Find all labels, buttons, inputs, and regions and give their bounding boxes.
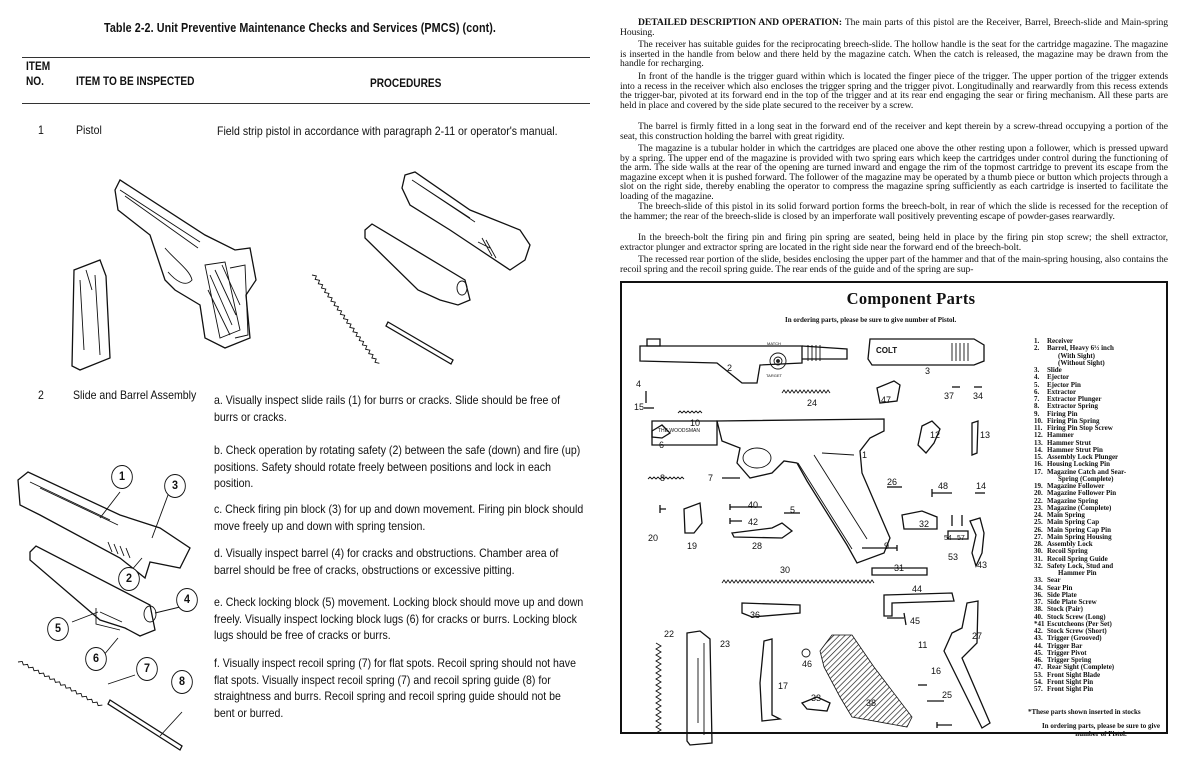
magazine-drawing (72, 260, 110, 370)
part-name: Main Spring (1047, 511, 1085, 519)
part-number: 44. (1034, 641, 1043, 650)
diagram-label-13: 13 (980, 430, 991, 440)
diagram-label-12: 12 (930, 430, 941, 440)
diagram-label-9: 9 (884, 541, 890, 551)
part-30-recoil-spring (722, 580, 874, 583)
part-number: 2. (1034, 344, 1040, 353)
part-name: Magazine Follower (1047, 482, 1105, 490)
callout-6: 6 (85, 647, 107, 671)
part-name: Rear Sight (Complete) (1047, 663, 1115, 672)
part-name: Stock Screw (Long) (1047, 612, 1106, 621)
callout-7: 7 (136, 657, 158, 681)
diagram-label-8: 8 (660, 473, 666, 483)
diagram-label-25: 25 (942, 690, 953, 700)
part-name: Trigger (Grooved) (1047, 634, 1102, 643)
parts-list-item (1034, 563, 1170, 570)
part-name: Firing Pin (1047, 409, 1078, 418)
part-number: 54. (1034, 677, 1043, 686)
part-number: 3. (1034, 366, 1040, 374)
part-name: Hammer (1047, 431, 1074, 440)
part-name: Side Plate Screw (1047, 598, 1097, 606)
part-22-magazine-spring (656, 643, 661, 733)
part-17-magazine-catch (760, 639, 780, 721)
header-rule-top (22, 57, 590, 58)
part-38-stock (820, 635, 912, 727)
diagram-label-3: 3 (925, 366, 931, 376)
callout-4: 4 (176, 588, 198, 612)
diagram-label-23: 23 (720, 639, 731, 649)
header-procedures: PROCEDURES (370, 78, 442, 90)
part-name: Magazine (Complete) (1047, 503, 1112, 512)
part-number: 10. (1034, 416, 1043, 425)
part-name: Main Spring Housing (1047, 532, 1112, 541)
diagram-label-34: 34 (973, 391, 984, 401)
part-name: Ejector Pin (1047, 380, 1081, 389)
header-item-to-inspect: ITEM TO BE INSPECTED (76, 76, 195, 88)
diagram-label-32: 32 (919, 519, 930, 529)
field-stripped-pistol-illustration (0, 130, 600, 380)
slide-stamp-colt: COLT (876, 346, 898, 355)
part-name: Front Sight Pin (1047, 677, 1094, 686)
part-number: 53. (1034, 670, 1043, 679)
part-number: 6. (1034, 387, 1040, 396)
callout-8: 8 (171, 670, 193, 694)
diagram-label-42: 42 (748, 517, 759, 527)
callout-5: 5 (47, 617, 69, 641)
row-2-item: Slide and Barrel Assembly (73, 388, 197, 402)
part-name: Recoil Spring Guide (1047, 554, 1108, 563)
part-44-trigger-bar (884, 593, 954, 616)
part-number: 33. (1034, 576, 1043, 585)
part-number: 5. (1034, 380, 1040, 389)
procedure-a: a. Visually inspect slide rails (1) for burrs or cracks. Slide should be free of burrs or cracks. (214, 393, 561, 424)
diagram-label-53: 53 (948, 552, 959, 562)
procedure-c: c. Check firing pin block (3) for up and down movement. Firing pin block should move freely up and down with spring tension. (214, 502, 584, 533)
header-item-no (26, 60, 50, 90)
part-name-continuation: Hammer Pin (1058, 569, 1097, 577)
part-2-barrel (640, 339, 847, 383)
part-number: 9. (1034, 409, 1040, 418)
paragraph-7: In the breech-bolt the firing pin and firing pin spring are seated, being held in place by the firing pin stop screw; the shell extractor, extractor plunger and extractor spring are located in the right side near the forward end of the breech-bolt. (620, 232, 1168, 253)
diagram-label-27: 27 (972, 631, 983, 641)
parts-list-item (1034, 686, 1170, 693)
part-name-continuation: (With Sight) (1058, 351, 1096, 360)
part-number: 27. (1034, 532, 1043, 541)
procedure-b: b. Check operation by rotating safety (2) between the safe (down) and fire (up) positions. Safety should rotate freely between positions and lock in each position. (214, 443, 581, 490)
diagram-label-2: 2 (727, 363, 733, 373)
diagram-label-48: 48 (938, 481, 949, 491)
part-45-trigger-pivot (887, 613, 906, 625)
diagram-label-57: 57 (957, 535, 965, 542)
part-number: 17. (1034, 467, 1043, 476)
row-1-item: Pistol (76, 123, 102, 137)
part-name: Main Spring Cap Pin (1047, 525, 1111, 534)
diagram-label-46: 46 (802, 659, 813, 669)
table-title: Table 2-2. Unit Preventive Maintenance Checks and Services (PMCS) (cont). (104, 21, 496, 35)
part-name: Stock Screw (Short) (1047, 627, 1107, 635)
part-number: 1. (1034, 337, 1040, 345)
paragraph-1 (620, 18, 1168, 37)
diagram-label-5: 5 (790, 505, 796, 515)
callout-3: 3 (164, 474, 186, 498)
diagram-label-54: 54 (944, 535, 952, 542)
part-name: Housing Locking Pin (1047, 460, 1111, 469)
component-parts-subtitle: In ordering parts, please be sure to give number of Pistol. (785, 316, 957, 324)
paragraph-8: The recessed rear portion of the slide, besides enclosing the upper part of the hammer and that of the main-spring housing, also contains the recoil spring and the recoil spring guide. The rear ends of the guide and of the spring are sup- (620, 254, 1168, 275)
diagram-label-11: 11 (918, 640, 928, 650)
exploded-parts-diagram (622, 283, 1032, 733)
part-name: Extractor Plunger (1047, 395, 1102, 403)
part-13-hammer-strut (972, 421, 978, 455)
diagram-label-40: 40 (748, 500, 759, 510)
part-number: 12. (1034, 431, 1043, 440)
part-name: Assembly Lock (1047, 540, 1093, 548)
diagram-label-10: 10 (690, 418, 701, 428)
barrel-stamp-target: TARGET (766, 373, 782, 378)
pistol-frame-drawing (115, 180, 256, 348)
part-number: 16. (1034, 460, 1043, 469)
paragraph-1-lead: DETAILED DESCRIPTION AND OPERATION: (638, 17, 843, 28)
part-number: 45. (1034, 648, 1043, 657)
ordering-note: In ordering parts, please be sure to give number of Pistol. (1041, 722, 1161, 738)
part-number: 37. (1034, 598, 1043, 606)
part-name: Trigger Spring (1047, 656, 1092, 664)
part-name: Escutcheons (Per Set) (1047, 619, 1112, 628)
part-number: 42. (1034, 627, 1043, 635)
barrel-drawing (365, 224, 470, 305)
diagram-label-37: 37 (944, 391, 955, 401)
diagram-label-45: 45 (910, 616, 921, 626)
part-number: 32. (1034, 561, 1043, 570)
part-number: 25. (1034, 518, 1043, 527)
part-19-magazine-follower (684, 503, 702, 533)
callout-2: 2 (118, 567, 140, 591)
part-name: Firing Pin Spring (1047, 416, 1100, 425)
diagram-label-33: 33 (811, 693, 822, 703)
diagram-label-22: 22 (664, 629, 675, 639)
diagram-label-7: 7 (708, 473, 714, 483)
diagram-label-19: 19 (687, 541, 698, 551)
part-number: 19. (1034, 482, 1043, 490)
parts-footnote: *These parts shown inserted in stocks (1028, 708, 1141, 716)
colt-description-page (600, 0, 1201, 772)
row-2-number: 2 (38, 388, 44, 402)
parts-list-item (1034, 345, 1170, 352)
part-number: *41 (1034, 619, 1045, 628)
part-name: Trigger Bar (1047, 641, 1083, 650)
paragraph-4: The barrel is firmly fitted in a long seat in the forward end of the receiver and kept therein by a screw-thread occupying a portion of the seat, this construction holding the barrel with great rigidity. (620, 121, 1168, 142)
part-number: 24. (1034, 511, 1043, 519)
part-name: Barrel, Heavy 6½ inch (1047, 344, 1114, 353)
diagram-label-38: 38 (866, 698, 877, 708)
part-number: 26. (1034, 525, 1043, 534)
part-name: Magazine Follower Pin (1047, 489, 1117, 498)
part-name: Stock (Pair) (1047, 605, 1083, 614)
part-number: 4. (1034, 373, 1040, 382)
diagram-label-20: 20 (648, 533, 659, 543)
part-number: 30. (1034, 547, 1043, 556)
procedure-f: f. Visually inspect recoil spring (7) for flat spots. Recoil spring should not have flat spots. Visually inspect recoil spring (7) and recoil spring guide (8) for straightness and burrs. Recoil spring and recoil spring guide should not be bent or burred. (214, 656, 576, 720)
part-number: 14. (1034, 445, 1043, 454)
diagram-label-6: 6 (659, 440, 665, 450)
part-number: 22. (1034, 496, 1043, 505)
diagram-label-1: 1 (862, 450, 868, 460)
component-parts-panel (620, 281, 1168, 738)
diagram-label-30: 30 (780, 565, 791, 575)
part-name: Slide (1047, 366, 1062, 374)
part-name: Hammer Strut (1047, 438, 1091, 447)
part-name: Hammer Strut Pin (1047, 445, 1103, 454)
paragraph-2: The receiver has suitable guides for the reciprocating breech-slide. The hollow handle is the seat for the cartridge magazine. The magazine is inserted in the handle from below and there held by the magazine catch. When the catch is released, the magazine may be drawn from the handle for recharging. (620, 39, 1168, 70)
part-name: Magazine Catch and Sear- (1047, 467, 1127, 476)
part-name-continuation: Spring (Complete) (1058, 474, 1114, 483)
part-number: 20. (1034, 489, 1043, 498)
recoil-spring-guide-drawing (386, 322, 453, 364)
part-name: Recoil Spring (1047, 547, 1088, 556)
part-27-main-spring-housing (944, 601, 990, 728)
diagram-label-24: 24 (807, 398, 818, 408)
header-rule-bottom (22, 103, 590, 104)
callout-1: 1 (111, 465, 133, 489)
grip-stamp-woodsman: THE WOODSMAN (658, 428, 700, 434)
part-name: Front Sight Pin (1047, 685, 1094, 693)
part-name: Main Spring Cap (1047, 518, 1100, 527)
part-name: Safety Lock, Stud and (1047, 561, 1114, 570)
parts-list (1034, 338, 1170, 693)
row-1-number: 1 (38, 123, 44, 137)
paragraph-5: The magazine is a tubular holder in which the cartridges are placed one above the other resting upon a follower, which is pressed upward by a spring. The upper end of the magazine is provided with two spring ears which keep the cartridges under control during the functioning of the arm. The side walls at the rear of the opening are turned inward and engage the rim of the topmost cartridge to prevent its escape from the magazine except when it is pushed forward. The follower of the magazine may be operated by a thumb piece or button which projects through a slot on the right side, thereby enabling the operator to compress the magazine spring sufficiently as each cartridge is inserted to facilitate the loading of the magazine. (620, 143, 1168, 202)
diagram-label-14: 14 (976, 481, 987, 491)
part-number: 46. (1034, 656, 1043, 664)
part-number: 15. (1034, 453, 1043, 461)
part-name: Extractor Spring (1047, 402, 1099, 411)
diagram-label-15: 15 (634, 402, 645, 412)
part-10-firing-pin-spring (678, 411, 702, 413)
part-number: 11. (1034, 424, 1043, 432)
diagram-label-31: 31 (894, 563, 905, 573)
diagram-label-16: 16 (931, 666, 942, 676)
part-number: 23. (1034, 503, 1043, 512)
part-name: Magazine Spring (1047, 496, 1099, 505)
part-number: 13. (1034, 438, 1043, 447)
part-number: 38. (1034, 605, 1043, 614)
part-43-trigger (970, 518, 984, 566)
row-1-procedure: Field strip pistol in accordance with paragraph 2-11 or operator's manual. (217, 124, 558, 138)
part-23-magazine (687, 631, 712, 745)
part-number: 43. (1034, 634, 1043, 643)
header-item-no-line1: ITEM (26, 61, 51, 73)
part-46-trigger-spring (802, 649, 810, 657)
part-number: 31. (1034, 554, 1043, 563)
part-number: 40. (1034, 612, 1043, 621)
part-name: Assembly Lock Plunger (1047, 453, 1119, 461)
slide-drawing (402, 172, 530, 270)
paragraph-3: In front of the handle is the trigger guard within which is located the finger piece of the trigger. The upper portion of the trigger extends into a recess in the receiver which also encloses the trigger spring and the trigger pivot. Longitudinally and rearwardly from this recess extends the trigger-bar, pivoted at its forward end in the top of the trigger and at its rear end engaging the sear or firing mechanism. All these parts are held in place and covered by the side plate secured to the receiver by a screw. (620, 71, 1168, 111)
paragraph-6: The breech-slide of this pistol in its solid forward portion forms the breech-bolt, in rear of which the slide is recessed for the reception of the hammer; the rear of the breech-slide is closed by an imperforate wall positively preventing escape of powder-gases rearwardly. (620, 201, 1168, 222)
procedure-e: e. Check locking block (5) movement. Locking block should move up and down freely. Visually inspect locking block lugs (6) for cracks or burrs. Locking block lugs should be free of cracks or burrs. (214, 595, 584, 642)
part-name: Ejector (1047, 373, 1070, 382)
diagram-label-4: 4 (636, 379, 642, 389)
pmcs-table-page (0, 0, 600, 772)
diagram-label-44: 44 (912, 584, 923, 594)
diagram-label-36: 36 (750, 610, 761, 620)
paragraph-1-text: The main parts of this pistol are the Receiver, Barrel, Breech-slide and Main-spring Housing. (620, 17, 1168, 38)
header-item-no-line2: NO. (26, 76, 44, 88)
part-name: Sear Pin (1047, 583, 1073, 592)
recoil-spring-drawing (312, 264, 379, 374)
part-number: 57. (1034, 685, 1043, 693)
part-number: 28. (1034, 540, 1043, 548)
part-name: Extractor (1047, 387, 1077, 396)
part-number: 47. (1034, 663, 1043, 672)
part-name: Trigger Pivot (1047, 648, 1087, 657)
part-name: Side Plate (1047, 590, 1077, 599)
part-name: Sear (1047, 576, 1061, 585)
part-8-extractor-spring (648, 477, 684, 479)
procedure-d: d. Visually inspect barrel (4) for cracks and obstructions. Chamber area of barrel should be free of cracks, obstructions or excessive pitting. (214, 546, 559, 577)
part-number: 8. (1034, 402, 1040, 411)
part-number: 7. (1034, 395, 1040, 403)
part-number: 36. (1034, 590, 1043, 599)
diagram-label-28: 28 (752, 541, 763, 551)
diagram-label-17: 17 (778, 681, 789, 691)
diagram-label-47: 47 (881, 395, 892, 405)
component-parts-title: Component Parts (846, 289, 976, 308)
part-name: Firing Pin Stop Screw (1047, 424, 1113, 432)
part-name-continuation: (Without Sight) (1058, 358, 1105, 367)
part-name: Front Sight Blade (1047, 670, 1101, 679)
slide-barrel-assembly-illustration (0, 400, 210, 760)
part-24-main-spring (782, 390, 830, 393)
barrel-stamp-match: MATCH (767, 341, 781, 346)
diagram-label-43: 43 (977, 560, 988, 570)
part-number: 34. (1034, 583, 1043, 592)
part-28-assembly-lock (732, 523, 792, 538)
part-name: Receiver (1047, 337, 1074, 345)
diagram-label-26: 26 (887, 477, 898, 487)
